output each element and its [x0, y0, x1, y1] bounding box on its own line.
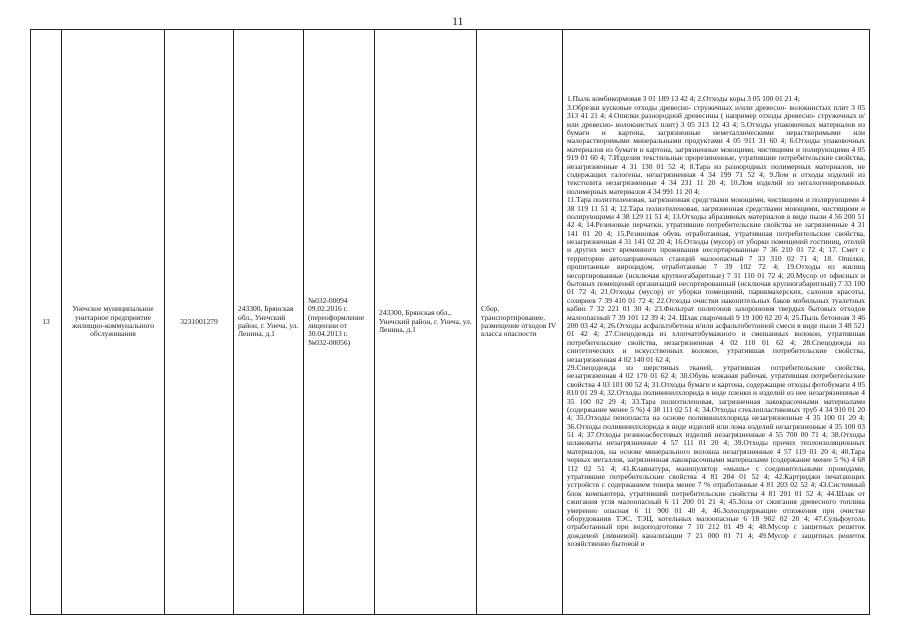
page-number: 11	[452, 14, 464, 28]
waste-list-cell	[563, 30, 870, 615]
organization-name: Унечское муниципальное унитарное предприятие жилищно-коммунального обслуживания	[62, 30, 165, 615]
license-registry-table	[30, 29, 870, 615]
waste-list-line: 1.Пыль комбикормовая 3 01 189 13 42 4; 2.Отходы коры 3 05 100 01 21 4;	[567, 94, 800, 104]
table-row	[31, 30, 870, 615]
waste-list-line: 29.Спецодежда из шерстяных тканей, утратившая потребительские свойства, незагрязненная 4 02 170 01 62 4; 30.Обувь кожаная рабочая, утратившая потребительские свойства 4 03 101 00 52 4; 31.Отходы бумаги и картона, содержащие отходы фотобумаги 4 05 810 01 29 4; 32.Отходы поливинилхлорида в виде пленки и изделий из нее незагрязненные 4 35 100 02 29 4; 33.Тара полиэтиленовая, загрязненная лакокрасочными материалами (содержание менее 5 %) 4 38 111 02 51 4; 34.Отходы стеклопластиковых труб 4 34 910 01 20 4; 35.Отходы пенопласта на основе поливинилхлорида незагрязненные 4 35 100 01 20 4; 36.Отходы поливинилхлорида в виде изделий или лома изделий незагрязненные 4 35 100 03 51 4; 37.Отходы резиноасбестовых изделий незагрязненные 4 55 700 00 71 4; 38.Отходы шлаковаты незагрязненные 4 57 111 01 20 4; 39.Отходы прочих теплоизоляционных материалов, на основе минерального волокна незагрязненные 4 57 119 01 20 4; 40.Тара черных металлов, загрязненная лакокрасочными материалами (содержание менее 5 %) 4 68 112 02 51 4; 41.Клавиатура, манипулятор «мышь» с соединительными проводами, утратившие потребительские свойства 4 81 204 01 52 4; 42.Картриджи печатающих устройств с содержанием тонера менее 7 % отработанные 4 81 203 02 52 4; 43.Системный блок компьютера, утративший потребительские свойства 4 81 201 01 52 4; 44.Шлак от сжигания угля малоопасный 6 11 200 01 21 4; 45.Зола от сжигания древесного топлива умеренно опасная 6 11 900 01 40 4; 46.Золосодержащие отложения при очистке оборудования ТЭС, ТЭЦ, котельных малоопасные 6 18 902 02 20 4; 47.Сульфоуголь отработанный при водоподготовке 7 10 212 01 49 4; 48.Мусор с защитных решеток дождевой (ливневой) канализации 7 21 000 01 71 4; 49.Мусор с защитных решеток хозяйственно бытовой и	[567, 362, 865, 549]
waste-list-line: 3.Обрезки кусковые отходы древесно- стружечных и/или древесно- волокнистых плит 3 05 313 41 21 4; 4.Опилки разнородной древесины ( например отходы древесно- стружечных и/или древесно- волокнистых плит) 3 05 313 12 43 4; 5.Отходы упаковочных материалов из бумаги и картона, загрязненные неметаллическими нерастворимыми или малорастворимыми минеральными продуктами 4 05 911 31 60 4; 6.Отходы упаковочных материалов из бумаги и картона, загрязненные моющими, чистящими и полирующими 4 05 919 01 60 4; 7.Изделия текстильные прорезиненные, утратившие потребительские свойства, незагрязненные 4 31 130 01 52 4; 8.Тара из разнородных полимерных материалов, не содержащих галогены, незагрязненная 4 34 199 71 52 4; 9.Лом и отходы изделий из текстолита незагрязненные 4 34 231 11 20 4; 10.Лом изделий из негалогенированных полимерных материалов 4 34 991 11 20 4;	[567, 102, 865, 196]
inn-cell: 3231001279	[165, 30, 234, 615]
activity-type-cell: Сбор, транспортирование, размещение отходов IV класса опасности	[477, 30, 563, 615]
row-number: 13	[31, 30, 62, 615]
license-cell: №032-00094 09.02.2016 г. (переоформление лицензии от 30.04.2013 г. №032-00056)	[304, 30, 375, 615]
activity-address-cell: 243300, Брянская обл., Унечский район, г. Унеча, ул. Ленина, д.1	[375, 30, 477, 615]
waste-list-line: 11.Тара полиэтиленовая, загрязненная средствами моющими, чистящими и полирующими 4 38 119 11 51 4; 12.Тара полиэтиленовая, загрязненная средствами моющими, чистящими и полирующими 4 38 129 11 51 4; 13.Отходы абразивных материалов в виде пыли 4 56 200 51 42 4; 14.Резиновые перчатки, утратившие потребительские свойства не загрязненные 4 31 141 01 20 4; 15.Резиновая обувь отработанная, утратившая потребительские свойства, незагрязненная 4 31 141 02 20 4; 16.Отходы (мусор) от уборки помещений гостиниц, отелей и других мест временного проживания несортированные 7 36 210 01 72 4; 17. Смет с территории автозаправочных станций малоопасный 7 33 310 02 71 4; 18. Опилки, пропитанные вироцидом, отработанные 7 39 102 72 4; 19.Отходы из жилищ несортированные (исключая крупногабаритные) 7 31 110 01 72 4; 20.Мусор от офисных и бытовых помещений организаций несортированный (исключая крупногабаритный) 7 33 100 01 72 4; 21.Отходы (мусор) от уборки помещений, парикмахерских, салонов красоты, соляриев 7 39 410 01 72 4; 22.Отходы очистки накопительных баков мобильных туалетных кабин 7 32 221 01 30 4; 23.Фильтрат полигонов захоронения твердых бытовых отходов малоопасный 7 39 101 12 39 4; 24. Шлак сварочный 9 19 100 02 20 4; 25.Пыль бетонная 3 46 200 03 42 4; 26.Отходы асфальтобетона и/или асфальтобетонной смеси в виде пыли 3 48 521 01 42 4; 27.Спецодежда из хлопчатобумажного и смешанных волокон, утратившая потребительские свойства, незагрязненная 4 02 110 01 62 4; 28.Спецодежда из синтетических и искусственных волокон, утратившая потребительские свойства, незагрязненная 4 02 140 01 62 4;	[567, 195, 865, 364]
legal-address-cell: 243300, Брянская обл., Унечский район, г. Унеча, ул. Ленина, д.1	[234, 30, 304, 615]
